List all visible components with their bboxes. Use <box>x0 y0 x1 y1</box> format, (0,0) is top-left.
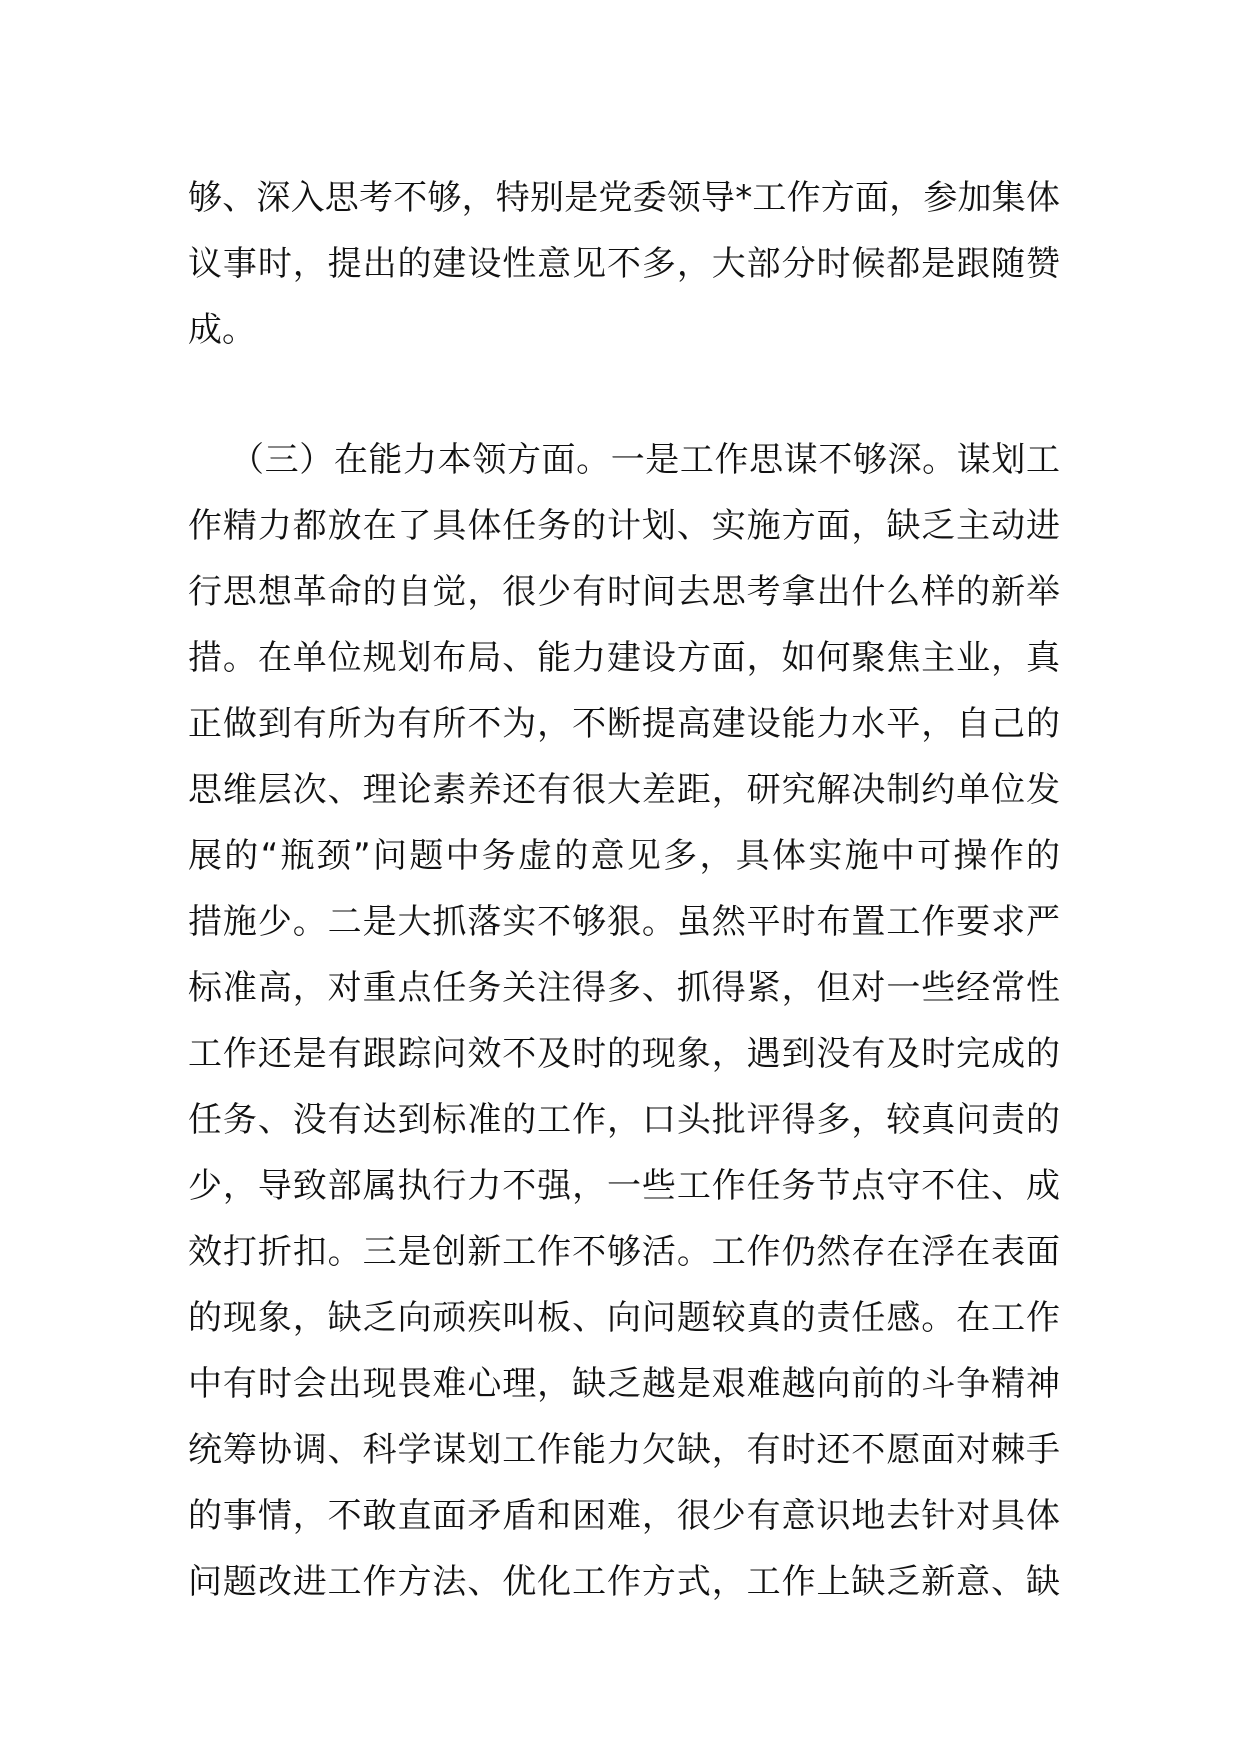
text-line: 措。在单位规划布局、能力建设方面，如何聚焦主业，真 <box>188 638 1060 678</box>
text-line: 议事时，提出的建设性意见不多，大部分时候都是跟随赞 <box>188 244 1060 284</box>
text-line: 效打折扣。三是创新工作不够活。工作仍然存在浮在表面 <box>188 1232 1060 1272</box>
text-line: 统筹协调、科学谋划工作能力欠缺，有时还不愿面对棘手 <box>188 1430 1060 1470</box>
text-line: 标准高，对重点任务关注得多、抓得紧，但对一些经常性 <box>188 968 1060 1008</box>
paragraph-ability <box>188 427 1060 1681</box>
text-line: 正做到有所为有所不为，不断提高建设能力水平，自己的 <box>188 704 1060 744</box>
text-line: 任务、没有达到标准的工作，口头批评得多，较真问责的 <box>188 1100 1060 1140</box>
text-line: 行思想革命的自觉，很少有时间去思考拿出什么样的新举 <box>188 572 1060 612</box>
text-line: 思维层次、理论素养还有很大差距，研究解决制约单位发 <box>188 770 1060 810</box>
text-line: 展的“瓶颈”问题中务虚的意见多，具体实施中可操作的 <box>188 836 1060 876</box>
text-line: 少，导致部属执行力不强，一些工作任务节点守不住、成 <box>188 1166 1060 1206</box>
text-line: 的现象，缺乏向顽疾叫板、向问题较真的责任感。在工作 <box>188 1298 1060 1338</box>
text-line: 措施少。二是大抓落实不够狠。虽然平时布置工作要求严 <box>188 902 1060 942</box>
text-line: （三）在能力本领方面。一是工作思谋不够深。谋划工 <box>230 440 1060 480</box>
text-line <box>188 1615 1060 1681</box>
paragraph-continued <box>188 165 1060 363</box>
text-line: 中有时会出现畏难心理，缺乏越是艰难越向前的斗争精神 <box>188 1364 1060 1404</box>
text-line: 作精力都放在了具体任务的计划、实施方面，缺乏主动进 <box>188 506 1060 546</box>
text-line: 够、深入思考不够，特别是党委领导*工作方面，参加集体 <box>188 178 1060 218</box>
text-line: 的事情，不敢直面矛盾和困难，很少有意识地去针对具体 <box>188 1496 1060 1536</box>
text-line: 工作还是有跟踪问效不及时的现象，遇到没有及时完成的 <box>188 1034 1060 1074</box>
text-line: 问题改进工作方法、优化工作方式，工作上缺乏新意、缺 <box>188 1562 1060 1602</box>
text-line: 成。 <box>188 310 256 350</box>
